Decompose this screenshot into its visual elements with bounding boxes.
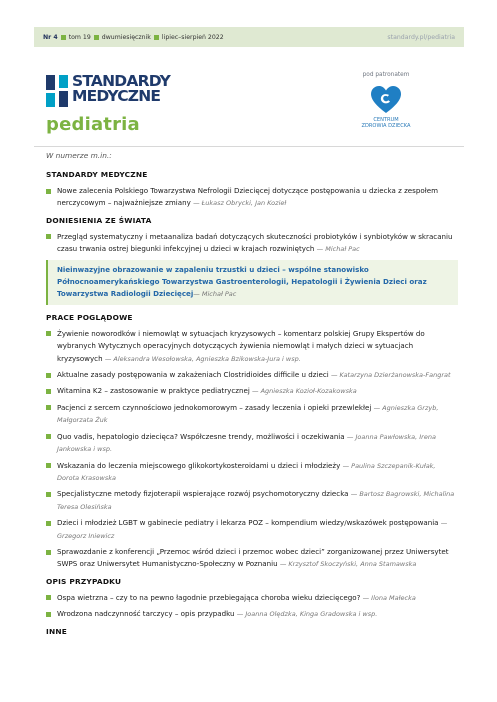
table-of-contents (46, 151, 458, 642)
logo-line-1: STANDARDY (72, 72, 171, 90)
bullet-square-icon (46, 463, 51, 468)
section-title: OPIS PRZYPADKU (46, 576, 122, 586)
featured-entry-authors: — Michał Pac (193, 290, 237, 299)
issue-info-bar (34, 27, 464, 47)
toc-entry[interactable] (46, 546, 458, 571)
issue-number: Nr 4 (43, 33, 58, 41)
toc-entry[interactable] (46, 592, 458, 604)
logo-mark-icon (46, 75, 68, 109)
toc-entry[interactable] (46, 369, 458, 381)
patron-name-line-1: CENTRUM (373, 117, 399, 123)
toc-entry[interactable] (46, 328, 458, 365)
journal-name: pediatria (46, 114, 140, 135)
entry-authors: — Joanna Olędzka, Kinga Gradowska i wsp. (236, 610, 378, 619)
toc-entry[interactable] (46, 488, 458, 513)
toc-entry[interactable] (46, 608, 458, 620)
entry-title: Wrodzona nadczynność tarczycy – opis przypadku (57, 609, 237, 619)
entry-authors: — Agnieszka Grzyb, Małgorzata Żuk (57, 403, 439, 425)
bullet-square-icon (46, 389, 51, 394)
patronage-label: pod patronatem (362, 72, 410, 78)
toc-intro: W numerze m.in.: (46, 151, 112, 160)
toc-entry[interactable] (46, 385, 458, 397)
masthead (44, 72, 454, 142)
entry-authors: — Aleksandra Wesołowska, Agnieszka Bzikowska-Jura i wsp. (104, 354, 301, 363)
entry-authors: — Krzysztof Skoczyński, Anna Stamawska (279, 560, 417, 569)
entry-authors: — Joanna Pawłowska, Irena Jankowska i wsp. (57, 432, 436, 454)
frequency: dwumiesięcznik (101, 33, 151, 41)
toc-entry[interactable] (46, 460, 458, 485)
entry-authors: — Paulina Szczepanik-Kułak, Dorota Krasowska (57, 461, 436, 482)
toc-entry[interactable] (46, 517, 458, 542)
featured-entry[interactable] (46, 260, 458, 305)
bullet-square-icon (46, 550, 51, 555)
bullet-square-icon (46, 595, 51, 600)
entry-title: Nowe zalecenia Polskiego Towarzystwa Nefrologii Dziecięcej dotyczące postępowania u dziecka z zespołem nerczycowym – najważniejsze zmiany (57, 186, 438, 208)
entry-title: Specjalistyczne metody fizjoterapii wspierające rozwój psychomotoryczny dziecka (57, 489, 351, 499)
entry-authors: — Michał Pac (316, 245, 360, 254)
bullet-square-icon (46, 373, 51, 378)
toc-entry[interactable] (46, 231, 458, 256)
separator-square-icon (94, 35, 99, 40)
entry-title: Witamina K2 – zastosowanie w praktyce pediatrycznej (57, 386, 253, 396)
bullet-square-icon (46, 612, 51, 617)
entry-title: Wskazania do leczenia miejscowego glikokortykosteroidami u dzieci i młodzieży (57, 460, 343, 470)
bullet-square-icon (46, 331, 51, 336)
bullet-square-icon (46, 434, 51, 439)
entry-title: Przegląd systematyczny i metaanaliza badań dotyczących skuteczności probiotyków i synbiotyków w skracaniu czasu trwania ostrej biegunki infekcyjnej u dzieci w krajach rozwiniętych (57, 231, 453, 254)
entry-authors: — Katarzyna Dzierżanowska-Fangrat (330, 371, 451, 380)
entry-authors: — Bartosz Bagrowski, Michalina Teresa Olesińska (57, 490, 455, 511)
entry-title: Dzieci i młodzież LGBT w gabinecie pediatry i lekarza POZ – kompendium wiedzy/wskazówek postępowania (57, 518, 441, 528)
entry-title: Żywienie noworodków i niemowląt w sytuacjach kryzysowych – komentarz polskiej Grupy Ekspertów do wybranych Wytycznych operacyjnych dotyczących żywienia niemowląt i małych dzieci w sytuacjach kryzysowych (57, 328, 425, 363)
entry-title: Quo vadis, hepatologio dziecięca? Współczesne trendy, możliwości i oczekiwania (57, 431, 347, 441)
patronage-block (344, 72, 428, 130)
logo-text (72, 74, 170, 104)
separator-square-icon (154, 35, 159, 40)
heart-cross-logo-icon (369, 85, 403, 115)
section-title: STANDARDY MEDYCZNE (46, 170, 148, 179)
entry-title: Ospa wietrzna – czy to na pewno łagodnie przebiegająca choroba wieku dziecięcego? (57, 592, 363, 602)
standardy-medyczne-logo (46, 74, 170, 109)
header-divider (34, 146, 464, 147)
toc-entry[interactable] (46, 431, 458, 456)
toc-entry[interactable] (46, 402, 458, 427)
bullet-square-icon (46, 521, 51, 526)
volume: tom 19 (68, 33, 91, 41)
entry-authors: — Agnieszka Kozioł-Kozakowska (252, 387, 357, 396)
entry-authors: — Grzegorz Iniewicz (57, 519, 448, 540)
bullet-square-icon (46, 492, 51, 497)
patron-name-line-2: ZDROWIA DZIECKA (361, 123, 411, 130)
journal-url-link[interactable]: standardy.pl/pediatria (387, 33, 455, 41)
entry-title: Aktualne zasady postępowania w zakażeniach Clostridioides difficile u dzieci (57, 370, 331, 380)
logo-line-2: MEDYCZNE (72, 87, 161, 105)
bullet-square-icon (46, 405, 51, 410)
toc-entry[interactable] (46, 185, 458, 210)
issue-date: lipiec–sierpień 2022 (161, 33, 224, 41)
section-title: INNE (46, 626, 67, 636)
entry-title: Sprawozdanie z konferencji „Przemoc wśród dzieci i przemoc wobec dzieci” zorganizowanej przez Uniwersytet SWPS oraz Uniwersytet Humanistyczno-Społeczny w Poznaniu (57, 546, 449, 569)
bullet-square-icon (46, 189, 51, 194)
featured-entry-title: Nieinwazyjne obrazowanie w zapaleniu trzustki u dzieci – wspólne stanowisko Północnoamerykańskiego Towarzystwa Gastroenterologii, Hepatologii i Żywienia Dzieci oraz Towarzystwa Radiologii Dziecięcej (57, 264, 427, 299)
section-title: DONIESIENIA ZE ŚWIATA (46, 215, 152, 225)
bullet-square-icon (46, 234, 51, 239)
entry-title: Pacjenci z sercem czynnościowo jednokomorowym – zasady leczenia i opieki przewlekłej (57, 402, 374, 412)
section-title: PRACE POGLĄDOWE (46, 312, 133, 322)
entry-authors: — Ilona Małecka (362, 593, 416, 602)
entry-authors: — Łukasz Obrycki, Jan Kozieł (193, 199, 287, 208)
issue-details (43, 34, 224, 41)
separator-square-icon (61, 35, 66, 40)
